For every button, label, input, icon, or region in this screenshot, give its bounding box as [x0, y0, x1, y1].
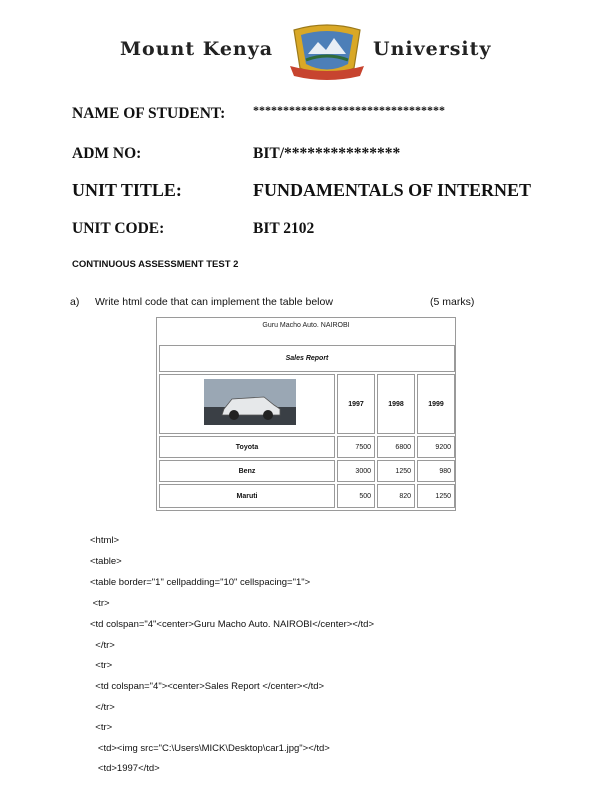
assessment-heading: CONTINUOUS ASSESSMENT TEST 2: [72, 259, 239, 270]
table-cell: [417, 484, 455, 508]
car-photo: [204, 379, 296, 425]
cell-value: 1250: [435, 492, 451, 500]
table-cell: [337, 484, 375, 508]
cell-value: 500: [359, 492, 371, 500]
year-header-1997: [337, 374, 375, 434]
row-label: Maruti: [236, 492, 258, 500]
table-row-name: [159, 484, 335, 508]
cell-value: 820: [399, 492, 411, 500]
table-cell: [417, 436, 455, 458]
year-header-text: 1999: [428, 400, 444, 408]
table-cell: [417, 460, 455, 482]
code-line: <td><img src="C:\Users\MICK\Desktop\car1.jpg"></td>: [90, 743, 330, 754]
university-name-right: University: [373, 38, 492, 60]
adm-no-value: BIT/***************: [253, 145, 401, 162]
year-header-text: 1998: [388, 400, 404, 408]
table-subtitle: Sales Report: [285, 355, 329, 362]
question-marker: a): [70, 296, 80, 308]
table-cell: [377, 436, 415, 458]
code-line: <tr>: [90, 598, 110, 609]
code-line: <td colspan="4"<center>Guru Macho Auto. NAIROBI</center></td>: [90, 619, 374, 630]
year-header-1999: [417, 374, 455, 434]
code-line: <html>: [90, 535, 120, 546]
row-label: Benz: [238, 467, 256, 475]
cell-value: 9200: [435, 443, 451, 451]
table-row-name: [159, 436, 335, 458]
table-subtitle-cell: [159, 345, 455, 372]
cell-value: 980: [439, 467, 451, 475]
code-line: <tr>: [90, 722, 113, 733]
code-line: <tr>: [90, 660, 113, 671]
code-line: <td colspan="4"><center>Sales Report </center></td>: [90, 681, 325, 692]
cell-value: 3000: [355, 467, 371, 475]
unit-title-label: UNIT TITLE:: [72, 180, 182, 200]
code-line: <td>1997</td>: [90, 763, 160, 774]
code-line: <table>: [90, 556, 122, 567]
student-name-value: ********************************: [253, 103, 445, 117]
row-label: Toyota: [235, 443, 259, 451]
table-cell: [337, 436, 375, 458]
unit-title-value: FUNDAMENTALS OF INTERNET: [253, 180, 532, 200]
year-header-text: 1997: [348, 400, 364, 408]
year-header-1998: [377, 374, 415, 434]
university-crest-logo: [288, 22, 366, 84]
code-line: </tr>: [90, 640, 115, 651]
cell-value: 1250: [395, 467, 411, 475]
sales-table-figure: [156, 317, 456, 511]
unit-code-label: UNIT CODE:: [72, 220, 165, 237]
table-cell: [377, 484, 415, 508]
cell-value: 6800: [395, 443, 411, 451]
table-cell: [377, 460, 415, 482]
table-cell: [337, 460, 375, 482]
cell-value: 7500: [355, 443, 371, 451]
question-text: Write html code that can implement the table below: [95, 296, 333, 308]
student-name-label: NAME OF STUDENT:: [72, 105, 226, 122]
table-row-name: [159, 460, 335, 482]
code-line: </tr>: [90, 702, 115, 713]
university-name-left: Mount Kenya: [120, 38, 274, 60]
adm-no-label: ADM NO:: [72, 145, 142, 162]
unit-code-value: BIT 2102: [253, 220, 315, 237]
car-image-cell: [159, 374, 335, 434]
code-line: <table border="1" cellpadding="10" cellspacing="1">: [90, 577, 311, 588]
question-marks: (5 marks): [430, 296, 475, 308]
table-title: Guru Macho Auto. NAIROBI: [262, 322, 350, 329]
